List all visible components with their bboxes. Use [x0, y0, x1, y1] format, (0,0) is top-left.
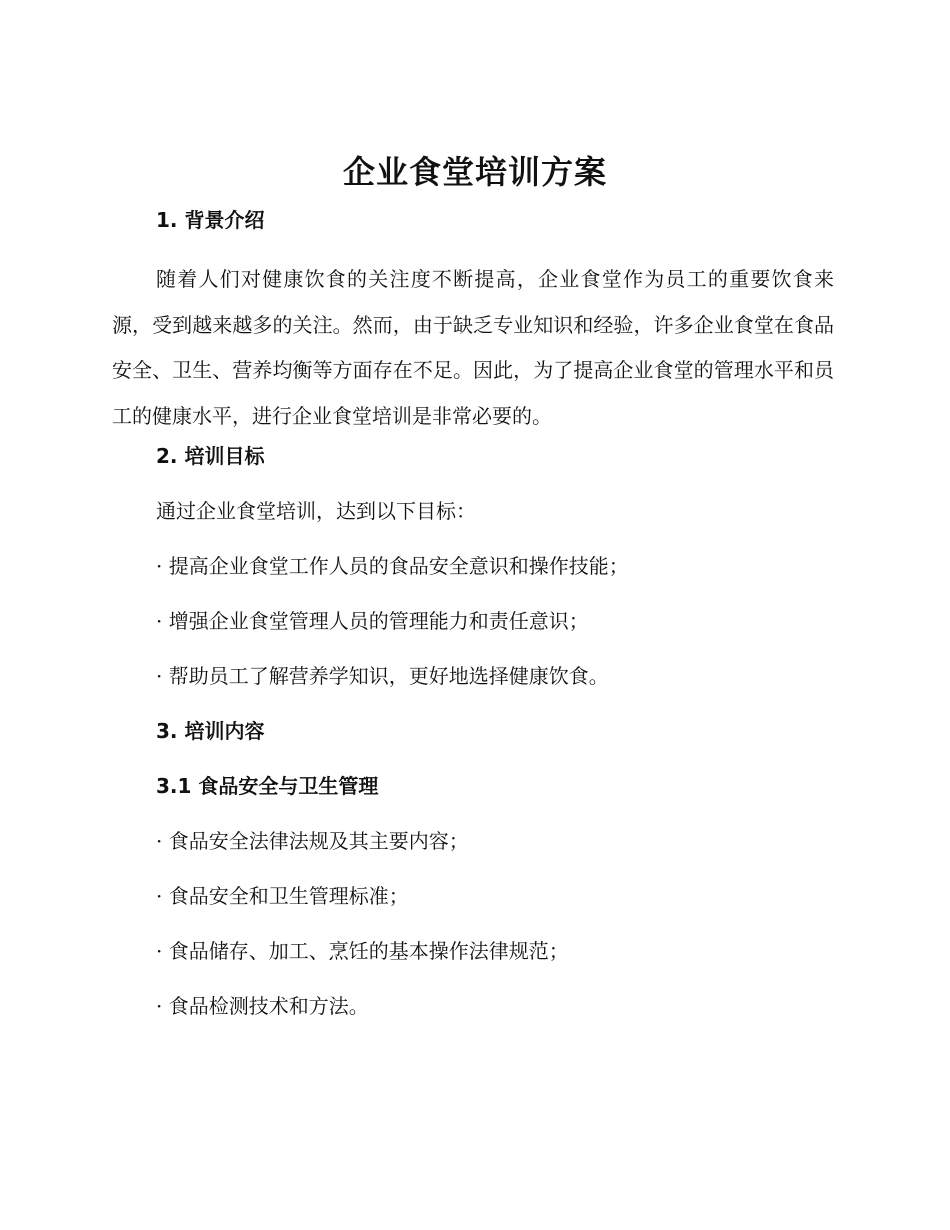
section-heading-goals: 2. 培训目标	[156, 444, 265, 468]
section-heading-content: 3. 培训内容	[156, 719, 265, 743]
list-item: · 食品储存、加工、烹饪的基本操作法律规范；	[156, 939, 569, 963]
document-title: 企业食堂培训方案	[342, 153, 607, 191]
list-item: · 食品检测技术和方法。	[156, 994, 369, 1018]
list-item: · 帮助员工了解营养学知识，更好地选择健康饮食。	[156, 664, 609, 688]
subsection-heading-food-safety: 3.1 食品安全与卫生管理	[156, 774, 379, 798]
list-item: · 增强企业食堂管理人员的管理能力和责任意识；	[156, 609, 589, 633]
section-heading-background: 1. 背景介绍	[156, 208, 265, 232]
list-item: · 食品安全法律法规及其主要内容；	[156, 829, 469, 853]
list-item: · 食品安全和卫生管理标准；	[156, 884, 409, 908]
goals-intro: 通过企业食堂培训，达到以下目标：	[156, 499, 476, 523]
list-item: · 提高企业食堂工作人员的食品安全意识和操作技能；	[156, 554, 629, 578]
background-paragraph: 随着人们对健康饮食的关注度不断提高，企业食堂作为员工的重要饮食来源，受到越来越多的关注。然而，由于缺乏专业知识和经验，许多企业食堂在食品安全、卫生、营养均衡等方面存在不足。因此，为了提高企业食堂的管理水平和员工的健康水平，进行企业食堂培训是非常必要的。	[112, 267, 834, 428]
